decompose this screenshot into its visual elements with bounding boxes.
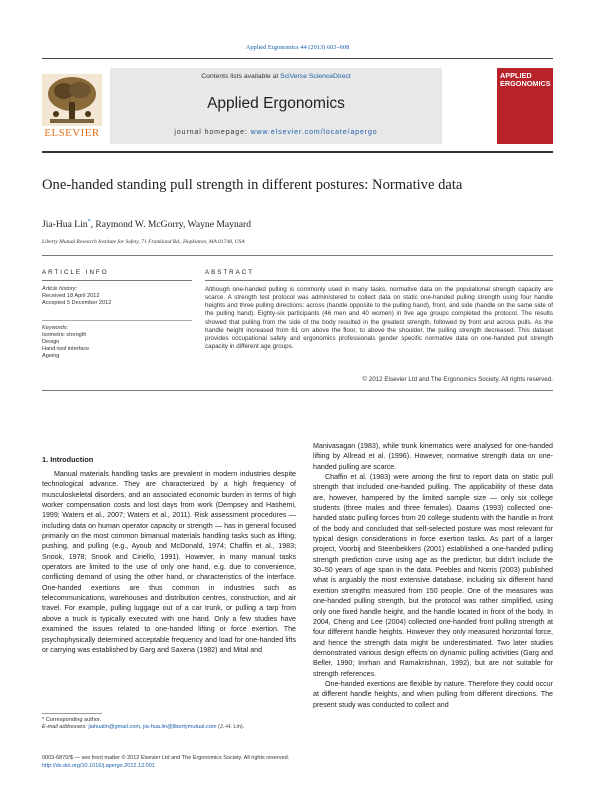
body-right-column: [313, 441, 553, 710]
keywords-label: Keywords:: [42, 325, 69, 331]
abstract-bottom-rule: [42, 390, 553, 391]
other-authors: , Raymond W. McGorry, Wayne Maynard: [90, 219, 251, 231]
affiliation-rule: [42, 255, 553, 256]
footnote-mark: * Corresponding author.: [42, 717, 102, 723]
first-author[interactable]: Jia-Hua Lin: [42, 219, 88, 231]
keyword-item: Design: [42, 339, 60, 345]
keyword-item: Isometric strength: [42, 332, 87, 338]
journal-title: Applied Ergonomics: [207, 95, 345, 112]
body-left-column: [42, 469, 296, 655]
corresponding-author-footnote: [42, 717, 296, 732]
article-info-divider: [42, 320, 192, 321]
accepted-date: Accepted 5 December 2012: [42, 300, 112, 306]
body-paragraph: Chaffin et al. (1983) were among the first to report data on static pull strength that included one-handed pulling. The applicability of these data are, however, hampered by the limited sample size — only six college students (three males and three females). Daams (1993) collected one-handed static pulling forces from 20 college students with the handle in front of the body and concluded that self-selected posture was most relevant for typical design considerations in force exertion tasks. As part of a larger project, Voorbij and Steenbekkers (2001) established a one-handed pulling strength prediction curve using age as the predictor, but didn't include the 30–50 years of age span in the data. Peebles and Norris (2003) published what is arguably the most extensive database, including six different hand exertion strengths measured from 150 people. One of the measures was one-handed pulling strength, but the protocol was rather simplified, using only one fixed handle height, and the handle located in front of the body. In 2004, Cheng and Lee (2004) collected one-handed front pulling strength at four different handle heights. However they only measured horizontal force, and hence the strength data might be underestimated. Two later studies demonstrated various design effects on dynamic pulling activities (Garg and Beller, 1990; Imrhan and Ramakrishnan, 1992), but are not suitable for strength references.: [313, 473, 553, 678]
email-label: E-mail addresses:: [42, 724, 89, 731]
email-tail: (J.-H. Lin).: [216, 724, 245, 731]
homepage-prefix: journal homepage:: [174, 129, 251, 136]
article-history: [42, 286, 111, 307]
introduction-heading: 1. Introduction: [42, 455, 94, 464]
doi-link[interactable]: http://dx.doi.org/10.1016/j.apergo.2012.12.001: [42, 762, 155, 769]
abstract-heading: ABSTRACT: [205, 269, 255, 276]
article-info-heading: ARTICLE INFO: [42, 269, 109, 276]
email-link[interactable]: jia-hua.lin@libertymutual.com: [143, 724, 217, 731]
body-paragraph: Manual materials handling tasks are prevalent in modern industries despite technological advance. They are characterized by a high frequency of musculoskeletal disorders, and an associated economic burden in terms of high worker compensation costs and lost days from work (Dempsey and Hashemi, 1999; Waters et al., 2007; Waters et al., 2011). Risk assessment procedures — including data on human operator capacity or strength — has in general focused primarily on the most common bimanual materials handling tasks such as lifting, pushing, and pulling (e.g., Ayoub and McDonald, 1974; Chaffin et al., 1983; Snook, 1978; Snook and Ciriello, 1991). However, in many manual tasks operators are limited to the use of only one hand, e.g. due to convenience, conflicting demand of using the other hand, or characteristics of the interface. One-handed exertions are thus common in industries such as telecommunications, warehouses and distribution centres, construction, and air travel. For example, pulling luggage out of a car trunk, or pulling a tarp from above a truck is typically executed with one hand. Only a few studies have examined the issues related to one-handed lifting or force exertion. The psychophysically determined acceptable frequency and load for one-handed lifts or carrying was established by Garg and Saxena (1982) and Mital and: [42, 470, 296, 654]
author-list: [42, 219, 251, 230]
abstract-text: Although one-handed pulling is commonly used in many tasks, normative data on the populational strength capacity are scarce. A strength test protocol was administered to collect data on static one-handed pulling strength using four handle heights and three pulling directions: across (handle opposite to the pulling hand), front, and side (handle on the same side of the pulling hand). Eighty-six participants (46 men and 40 women) in five age groups completed the protocol. The results showed that pulling from the side of the body resulted in the greatest strength, followed by front and across pulls. As the handle height increased from 61 cm above the floor, to above the shoulder, the pulling strength decreased. This dataset provides occupational safety and ergonomics professionals gender specific normative data on one-handed pull strength capacity in different age groups.: [205, 286, 553, 351]
abstract-copyright: © 2012 Elsevier Ltd and The Ergonomics Society. All rights reserved.: [362, 376, 553, 383]
sciverse-link[interactable]: SciVerse ScienceDirect: [280, 73, 351, 80]
article-title: One-handed standing pull strength in different postures: Normative data: [42, 177, 463, 193]
email-link[interactable]: jiahualin@gmail.com: [88, 724, 141, 731]
cover-title: APPLIED ERGONOMICS: [500, 71, 551, 88]
homepage-link[interactable]: www.elsevier.com/locate/apergo: [250, 129, 378, 136]
elsevier-wordmark: ELSEVIER: [44, 127, 100, 139]
journal-citation[interactable]: Applied Ergonomics 44 (2013) 603–608: [245, 44, 350, 51]
elsevier-tree-logo: [42, 74, 102, 126]
keywords-block: [42, 325, 89, 360]
issn-line: 0003-6870/$ — see front matter © 2012 Elsevier Ltd and The Ergonomics Society. All rights reserved.: [42, 755, 290, 761]
front-matter-notice: [42, 755, 442, 770]
affiliation: Liberty Mutual Research Institute for Safety, 71 Frankland Rd., Hopkinton, MA 01748, USA: [42, 239, 245, 245]
journal-homepage: [110, 129, 442, 136]
article-info-rule: [42, 280, 192, 281]
corresponding-author-mark[interactable]: *: [87, 219, 91, 225]
body-paragraph: One-handed exertions are flexible by nature. Therefore they could occur at different handle heights, and when pulling from different directions. The present study was conducted to collect and: [313, 679, 553, 709]
keyword-item: Ageing: [42, 353, 60, 359]
body-paragraph: Manivasagan (1983), while trunk kinematics were analysed for one-handed lifting by Allread et al. (1996). However, normative strength data on one-handed pulling are scarce.: [313, 442, 553, 471]
header-rule: [42, 151, 553, 153]
received-date: Received 18 April 2012: [42, 293, 100, 299]
contents-prefix: Contents lists available at: [201, 73, 281, 80]
keyword-item: Hand-tool interface: [42, 346, 90, 352]
contents-line: [110, 73, 442, 80]
abstract-rule: [205, 280, 553, 281]
top-rule: [42, 58, 553, 59]
footnote-rule: [42, 713, 102, 714]
history-label: Article history:: [42, 286, 78, 292]
email-separator: ,: [140, 724, 144, 731]
